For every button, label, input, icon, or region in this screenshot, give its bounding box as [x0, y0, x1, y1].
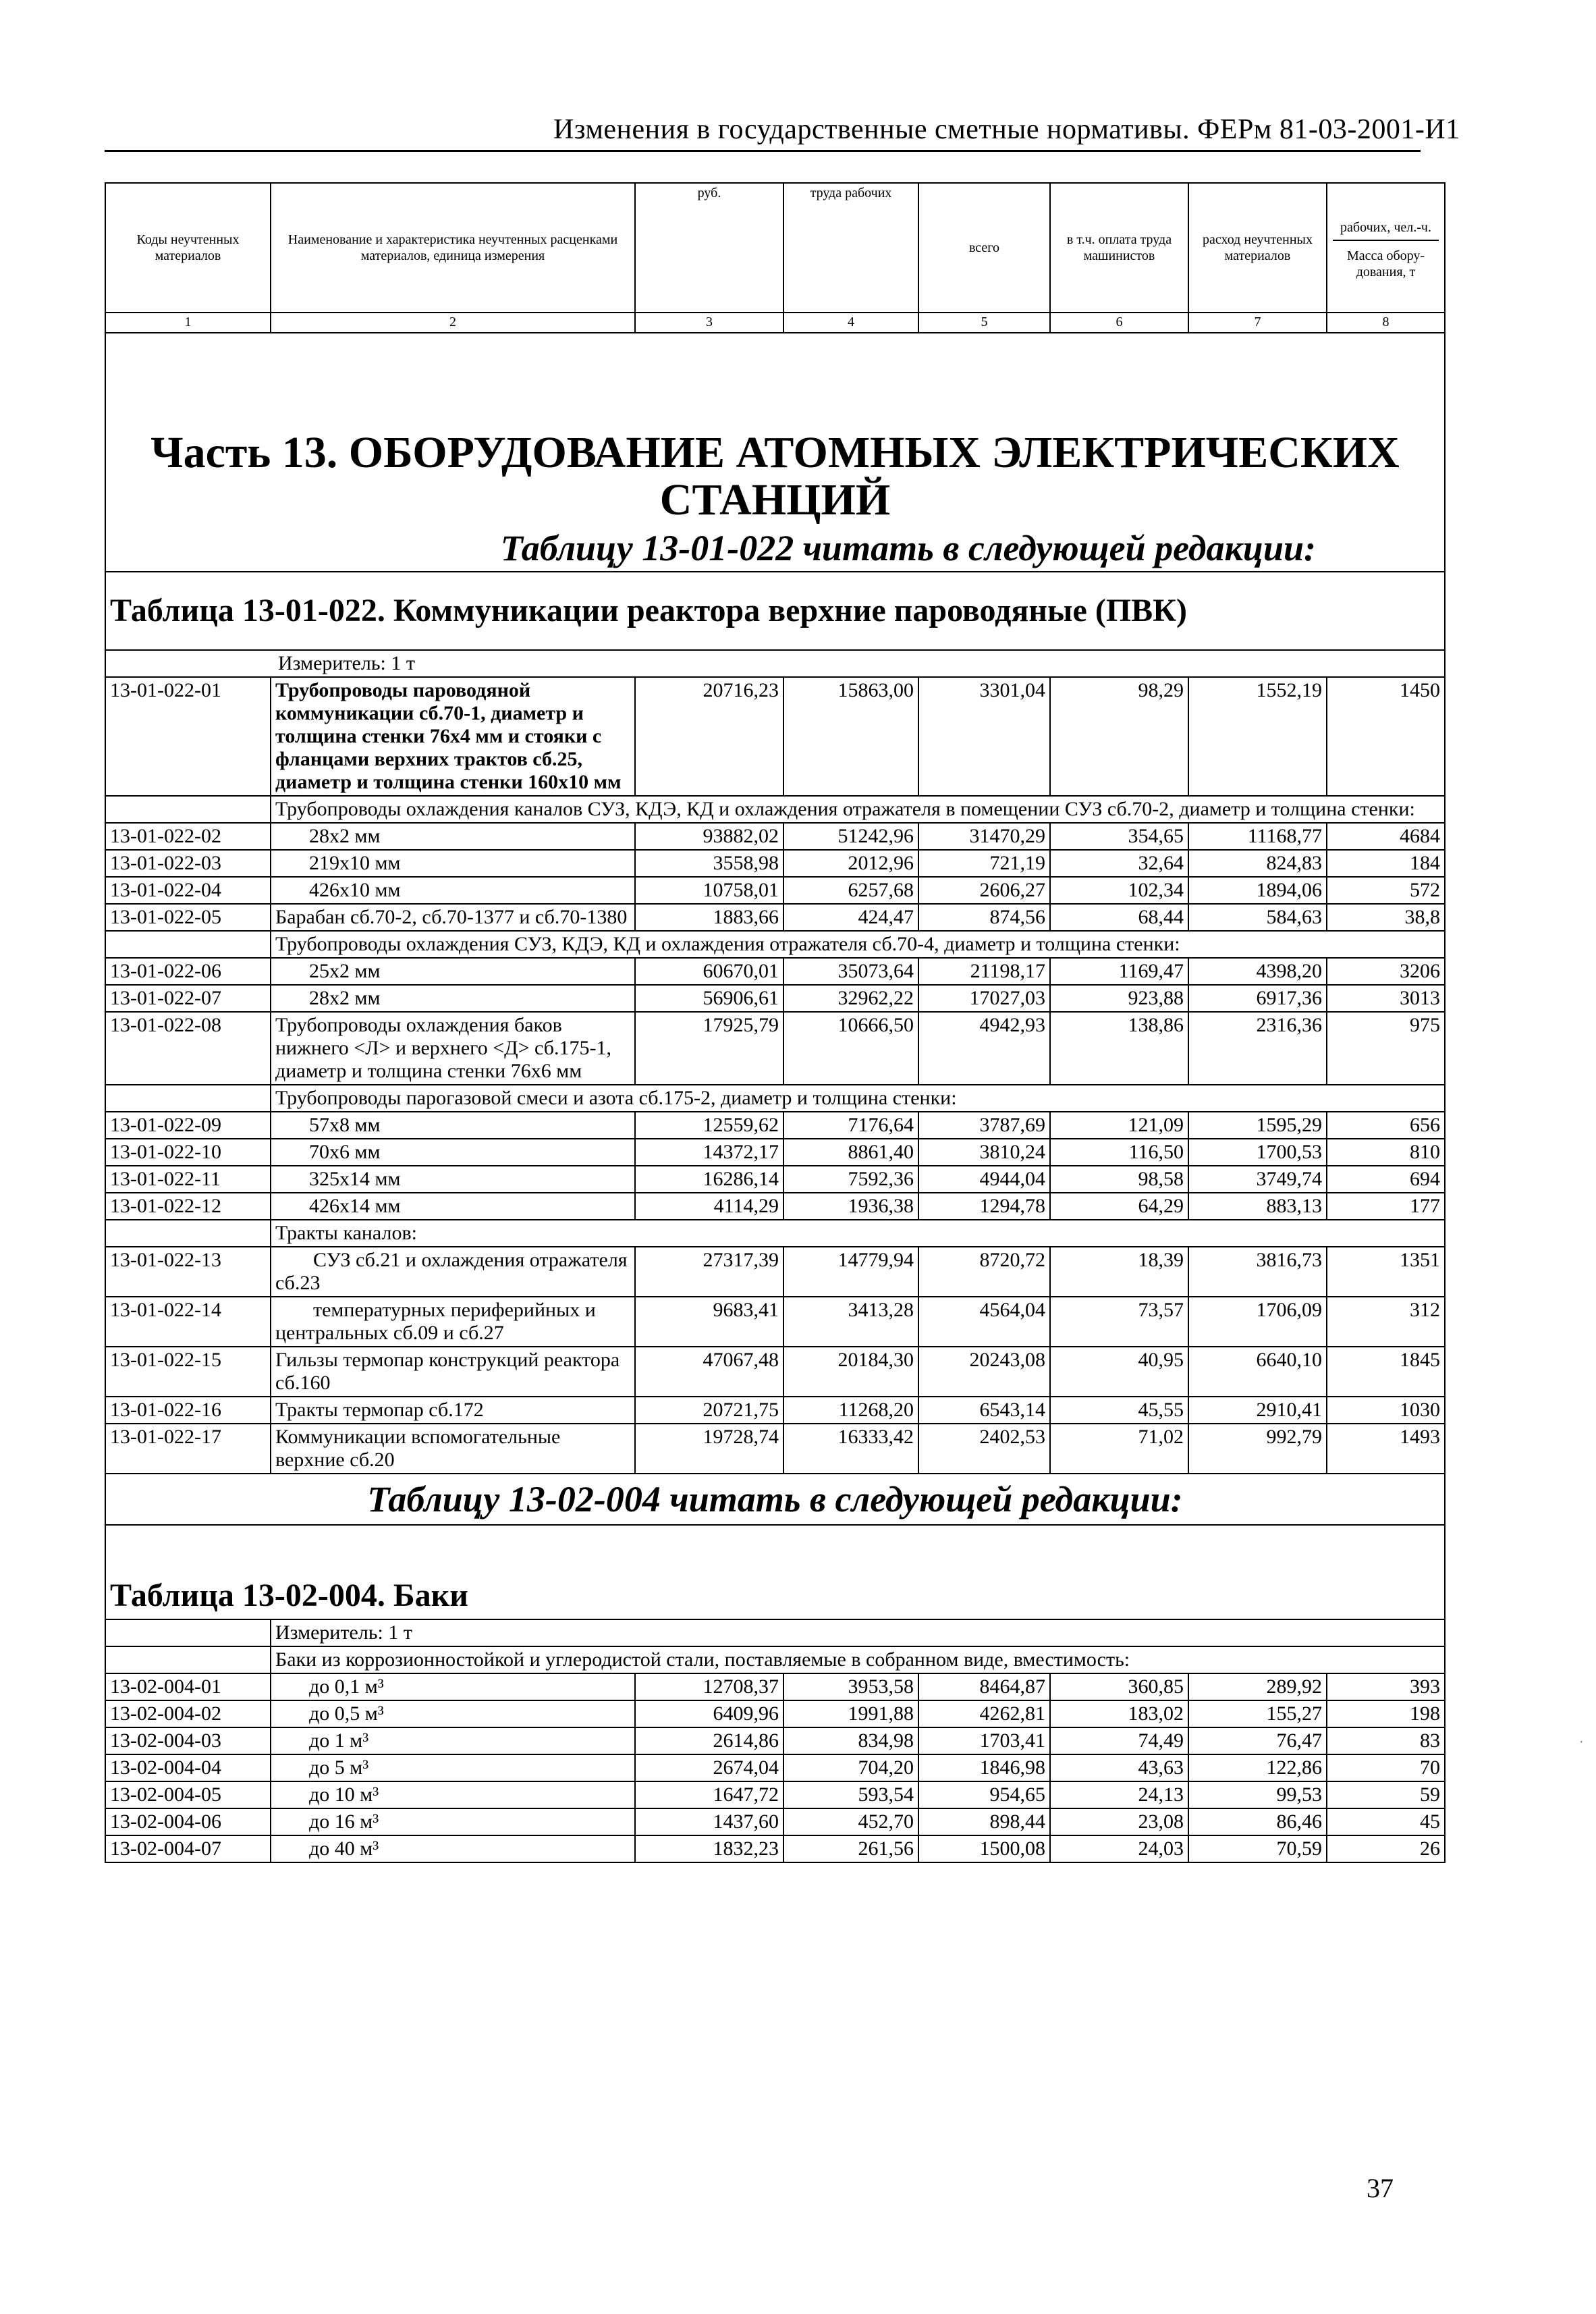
cell-labor: 834,98 — [783, 1727, 918, 1754]
group-heading: Трубопроводы парогазовой смеси и азота сб.175-2, диаметр и толщина стенки: — [271, 1085, 1445, 1112]
cell-machinists: 98,29 — [1050, 677, 1188, 796]
cell-machines-total: 6543,14 — [918, 1397, 1050, 1424]
cell-machinists: 43,63 — [1050, 1754, 1188, 1781]
row-code: 13-01-022-09 — [105, 1112, 271, 1139]
cell-labor-hours: 1894,06 — [1188, 877, 1327, 904]
cell-machinists: 138,86 — [1050, 1012, 1188, 1085]
cell-mass: 26 — [1327, 1835, 1445, 1862]
row-code: 13-01-022-13 — [105, 1247, 271, 1297]
spacer — [105, 1619, 271, 1646]
cell-labor-hours: 155,27 — [1188, 1700, 1327, 1727]
cell-machines-total: 2606,27 — [918, 877, 1050, 904]
table-row — [105, 877, 1445, 904]
row-name: 70х6 мм — [271, 1139, 635, 1166]
cell-labor: 1991,88 — [783, 1700, 918, 1727]
cell-machinists: 73,57 — [1050, 1297, 1188, 1347]
cell-labor: 16333,42 — [783, 1424, 918, 1474]
group-row — [105, 796, 1445, 823]
cell-machinists: 923,88 — [1050, 985, 1188, 1012]
cell-mass: 393 — [1327, 1673, 1445, 1700]
cell-mass: 83 — [1327, 1727, 1445, 1754]
cell-price: 10758,01 — [635, 877, 783, 904]
cell-labor: 2012,96 — [783, 850, 918, 877]
cell-labor-hours: 86,46 — [1188, 1808, 1327, 1835]
cell-machines-total: 721,19 — [918, 850, 1050, 877]
column-number: 5 — [918, 313, 1050, 333]
cell-labor: 20184,30 — [783, 1347, 918, 1397]
header-labor: труда рабочих — [783, 183, 918, 313]
header-materials: расход неучтенных материалов — [1188, 183, 1327, 313]
cell-machines-total: 1294,78 — [918, 1193, 1050, 1220]
cell-labor-hours: 1706,09 — [1188, 1297, 1327, 1347]
cell-mass: 198 — [1327, 1700, 1445, 1727]
cell-machinists: 102,34 — [1050, 877, 1188, 904]
row-code: 13-01-022-17 — [105, 1424, 271, 1474]
column-number: 6 — [1050, 313, 1188, 333]
table-row — [105, 1808, 1445, 1835]
cell-mass: 45 — [1327, 1808, 1445, 1835]
cell-mass: 38,8 — [1327, 904, 1445, 931]
cell-machinists: 71,02 — [1050, 1424, 1188, 1474]
cell-labor-hours: 6640,10 — [1188, 1347, 1327, 1397]
table-title-row — [105, 1525, 1445, 1619]
header-rub: руб. — [635, 183, 783, 313]
spacer — [105, 1085, 271, 1112]
table-row — [105, 1193, 1445, 1220]
cell-price: 3558,98 — [635, 850, 783, 877]
cell-labor: 1936,38 — [783, 1193, 918, 1220]
cell-price: 17925,79 — [635, 1012, 783, 1085]
cell-mass: 1351 — [1327, 1247, 1445, 1297]
cell-machinists: 98,58 — [1050, 1166, 1188, 1193]
cell-labor-hours: 289,92 — [1188, 1673, 1327, 1700]
row-name: до 5 м³ — [271, 1754, 635, 1781]
cell-mass: 1493 — [1327, 1424, 1445, 1474]
row-name: 28х2 мм — [271, 985, 635, 1012]
cell-machines-total: 1703,41 — [918, 1727, 1050, 1754]
cell-labor-hours: 1595,29 — [1188, 1112, 1327, 1139]
cell-labor: 704,20 — [783, 1754, 918, 1781]
row-code: 13-01-022-04 — [105, 877, 271, 904]
column-number: 7 — [1188, 313, 1327, 333]
table-row — [105, 1297, 1445, 1347]
running-header: Изменения в государственные сметные нормативы. ФЕРм 81-03-2001-И1 — [553, 114, 1460, 145]
cell-price: 4114,29 — [635, 1193, 783, 1220]
table-row — [105, 823, 1445, 850]
row-name: до 0,5 м³ — [271, 1700, 635, 1727]
cell-labor: 11268,20 — [783, 1397, 918, 1424]
cell-labor: 14779,94 — [783, 1247, 918, 1297]
cell-labor-hours: 1552,19 — [1188, 677, 1327, 796]
margin-mark: · — [1579, 1735, 1584, 1750]
table-row — [105, 1700, 1445, 1727]
table-title-13-01-022: Таблица 13-01-022. Коммуникации реактора верхние пароводяные (ПВК) — [105, 572, 1445, 650]
cell-machines-total: 2402,53 — [918, 1424, 1050, 1474]
cell-mass: 1845 — [1327, 1347, 1445, 1397]
row-name: до 40 м³ — [271, 1835, 635, 1862]
header-workers: рабочих, чел.-ч. — [1333, 219, 1439, 241]
norms-table — [105, 182, 1446, 1863]
group-row — [105, 1085, 1445, 1112]
column-number-row — [105, 313, 1445, 333]
cell-machinists: 18,39 — [1050, 1247, 1188, 1297]
header-name: Наименование и характеристика неучтенных расценками материалов, единица измерения — [271, 183, 635, 313]
row-name: Трубопроводы охлаждения баков нижнего <Л> и верхнего <Д> сб.175-1, диаметр и толщина стенки 76х6 мм — [271, 1012, 635, 1085]
cell-labor: 424,47 — [783, 904, 918, 931]
header-mass — [1327, 183, 1445, 313]
cell-price: 1647,72 — [635, 1781, 783, 1808]
table-row — [105, 1139, 1445, 1166]
cell-machines-total: 954,65 — [918, 1781, 1050, 1808]
cell-price: 60670,01 — [635, 958, 783, 985]
row-code: 13-01-022-10 — [105, 1139, 271, 1166]
cell-price: 12559,62 — [635, 1112, 783, 1139]
table-row — [105, 1835, 1445, 1862]
cell-machines-total: 4564,04 — [918, 1297, 1050, 1347]
cell-machines-total: 3787,69 — [918, 1112, 1050, 1139]
cell-machines-total: 874,56 — [918, 904, 1050, 931]
row-name: 25х2 мм — [271, 958, 635, 985]
row-name: СУЗ сб.21 и охлаждения отражателя сб.23 — [271, 1247, 635, 1297]
row-name: до 0,1 м³ — [271, 1673, 635, 1700]
cell-labor-hours: 3816,73 — [1188, 1247, 1327, 1297]
cell-price: 93882,02 — [635, 823, 783, 850]
cell-machines-total: 17027,03 — [918, 985, 1050, 1012]
row-code: 13-01-022-08 — [105, 1012, 271, 1085]
cell-machines-total: 3810,24 — [918, 1139, 1050, 1166]
row-name: 426х10 мм — [271, 877, 635, 904]
cell-price: 47067,48 — [635, 1347, 783, 1397]
cell-labor-hours: 883,13 — [1188, 1193, 1327, 1220]
cell-labor: 3413,28 — [783, 1297, 918, 1347]
notice-13-01-022: Таблицу 13-01-022 читать в следующей редакции: — [105, 527, 1445, 572]
cell-mass: 572 — [1327, 877, 1445, 904]
row-code: 13-02-004-02 — [105, 1700, 271, 1727]
row-code: 13-02-004-07 — [105, 1835, 271, 1862]
cell-labor: 15863,00 — [783, 677, 918, 796]
notice-row — [105, 527, 1445, 572]
row-code: 13-01-022-11 — [105, 1166, 271, 1193]
cell-labor: 593,54 — [783, 1781, 918, 1808]
cell-labor: 3953,58 — [783, 1673, 918, 1700]
cell-price: 27317,39 — [635, 1247, 783, 1297]
spacer — [105, 1646, 271, 1673]
row-code: 13-01-022-05 — [105, 904, 271, 931]
cell-price: 1437,60 — [635, 1808, 783, 1835]
cell-labor: 35073,64 — [783, 958, 918, 985]
cell-labor-hours: 824,83 — [1188, 850, 1327, 877]
table-row — [105, 1112, 1445, 1139]
cell-mass: 312 — [1327, 1297, 1445, 1347]
cell-machinists: 354,65 — [1050, 823, 1188, 850]
cell-labor-hours: 76,47 — [1188, 1727, 1327, 1754]
notice-row — [105, 1474, 1445, 1525]
cell-price: 12708,37 — [635, 1673, 783, 1700]
cell-labor-hours: 584,63 — [1188, 904, 1327, 931]
group-row — [105, 1220, 1445, 1247]
page-number: 37 — [1367, 2173, 1394, 2203]
cell-machines-total: 4942,93 — [918, 1012, 1050, 1085]
cell-machines-total: 8720,72 — [918, 1247, 1050, 1297]
spacer — [105, 1220, 271, 1247]
cell-labor: 32962,22 — [783, 985, 918, 1012]
cell-labor-hours: 2910,41 — [1188, 1397, 1327, 1424]
cell-machines-total: 21198,17 — [918, 958, 1050, 985]
table-row — [105, 1781, 1445, 1808]
column-number: 4 — [783, 313, 918, 333]
cell-labor: 261,56 — [783, 1835, 918, 1862]
cell-machines-total: 20243,08 — [918, 1347, 1050, 1397]
cell-labor: 7176,64 — [783, 1112, 918, 1139]
table-row — [105, 677, 1445, 796]
document-frame — [105, 182, 1444, 1863]
row-name: Гильзы термопар конструкций реактора сб.160 — [271, 1347, 635, 1397]
cell-machinists: 1169,47 — [1050, 958, 1188, 985]
cell-machinists: 23,08 — [1050, 1808, 1188, 1835]
table-row — [105, 850, 1445, 877]
cell-machinists: 360,85 — [1050, 1673, 1188, 1700]
header-total: всего — [918, 183, 1050, 313]
row-name: Барабан сб.70-2, сб.70-1377 и сб.70-1380 — [271, 904, 635, 931]
cell-price: 14372,17 — [635, 1139, 783, 1166]
header-codes: Коды неучтенных материалов — [105, 183, 271, 313]
cell-labor-hours: 3749,74 — [1188, 1166, 1327, 1193]
header-rule — [105, 150, 1421, 152]
cell-machinists: 40,95 — [1050, 1347, 1188, 1397]
cell-machines-total: 8464,87 — [918, 1673, 1050, 1700]
cell-price: 2614,86 — [635, 1727, 783, 1754]
cell-machines-total: 898,44 — [918, 1808, 1050, 1835]
row-name: 325х14 мм — [271, 1166, 635, 1193]
cell-mass: 184 — [1327, 850, 1445, 877]
row-code: 13-02-004-06 — [105, 1808, 271, 1835]
cell-price: 6409,96 — [635, 1700, 783, 1727]
cell-mass: 810 — [1327, 1139, 1445, 1166]
row-code: 13-01-022-12 — [105, 1193, 271, 1220]
row-name: Трубопроводы пароводяной коммуникации сб.70-1, диаметр и толщина стенки 76х4 мм и стояки с фланцами верхних трактов сб.25, диаметр и толщина стенки 160х10 мм — [271, 677, 635, 796]
cell-labor-hours: 6917,36 — [1188, 985, 1327, 1012]
cell-price: 2674,04 — [635, 1754, 783, 1781]
row-name: до 10 м³ — [271, 1781, 635, 1808]
cell-mass: 656 — [1327, 1112, 1445, 1139]
cell-labor-hours: 1700,53 — [1188, 1139, 1327, 1166]
cell-mass: 694 — [1327, 1166, 1445, 1193]
cell-price: 1832,23 — [635, 1835, 783, 1862]
table-row — [105, 1673, 1445, 1700]
cell-mass: 3013 — [1327, 985, 1445, 1012]
table-row — [105, 1397, 1445, 1424]
cell-machinists: 68,44 — [1050, 904, 1188, 931]
table-title-row — [105, 572, 1445, 650]
row-name: 28х2 мм — [271, 823, 635, 850]
cell-labor-hours: 11168,77 — [1188, 823, 1327, 850]
header-machinists: в т.ч. оплата труда машинистов — [1050, 183, 1188, 313]
column-number: 1 — [105, 313, 271, 333]
cell-labor-hours: 122,86 — [1188, 1754, 1327, 1781]
table-row — [105, 1754, 1445, 1781]
row-name: 426х14 мм — [271, 1193, 635, 1220]
notice-13-02-004: Таблицу 13-02-004 читать в следующей редакции: — [105, 1474, 1445, 1525]
cell-machines-total: 4262,81 — [918, 1700, 1050, 1727]
cell-price: 56906,61 — [635, 985, 783, 1012]
cell-mass: 4684 — [1327, 823, 1445, 850]
cell-machines-total: 3301,04 — [918, 677, 1050, 796]
cell-labor-hours: 99,53 — [1188, 1781, 1327, 1808]
row-code: 13-02-004-03 — [105, 1727, 271, 1754]
row-code: 13-02-004-04 — [105, 1754, 271, 1781]
cell-labor: 6257,68 — [783, 877, 918, 904]
cell-mass: 59 — [1327, 1781, 1445, 1808]
table-row — [105, 904, 1445, 931]
cell-labor-hours: 2316,36 — [1188, 1012, 1327, 1085]
row-code: 13-01-022-07 — [105, 985, 271, 1012]
row-name: Тракты термопар сб.172 — [271, 1397, 635, 1424]
cell-machines-total: 31470,29 — [918, 823, 1050, 850]
cell-price: 20716,23 — [635, 677, 783, 796]
table-row — [105, 958, 1445, 985]
cell-mass: 3206 — [1327, 958, 1445, 985]
cell-price: 16286,14 — [635, 1166, 783, 1193]
table-row — [105, 985, 1445, 1012]
group-row — [105, 931, 1445, 958]
row-name: до 1 м³ — [271, 1727, 635, 1754]
table-header-row — [105, 183, 1445, 313]
row-name: до 16 м³ — [271, 1808, 635, 1835]
meter-row — [105, 650, 1445, 677]
cell-price: 1883,66 — [635, 904, 783, 931]
cell-mass: 1030 — [1327, 1397, 1445, 1424]
cell-mass: 1450 — [1327, 677, 1445, 796]
table-title-13-02-004: Таблица 13-02-004. Баки — [105, 1525, 1445, 1619]
table-row — [105, 1166, 1445, 1193]
cell-labor: 10666,50 — [783, 1012, 918, 1085]
cell-machinists: 45,55 — [1050, 1397, 1188, 1424]
cell-mass: 975 — [1327, 1012, 1445, 1085]
meter-row — [105, 1619, 1445, 1646]
row-code: 13-01-022-14 — [105, 1297, 271, 1347]
row-name: 219х10 мм — [271, 850, 635, 877]
cell-machinists: 32,64 — [1050, 850, 1188, 877]
cell-machinists: 64,29 — [1050, 1193, 1188, 1220]
row-code: 13-01-022-15 — [105, 1347, 271, 1397]
row-code: 13-01-022-02 — [105, 823, 271, 850]
cell-labor: 51242,96 — [783, 823, 918, 850]
row-code: 13-01-022-03 — [105, 850, 271, 877]
cell-labor-hours: 70,59 — [1188, 1835, 1327, 1862]
cell-labor-hours: 992,79 — [1188, 1424, 1327, 1474]
column-number: 2 — [271, 313, 635, 333]
cell-machines-total: 1500,08 — [918, 1835, 1050, 1862]
row-name: 57х8 мм — [271, 1112, 635, 1139]
part-title: Часть 13. ОБОРУДОВАНИЕ АТОМНЫХ ЭЛЕКТРИЧЕСКИХ СТАНЦИЙ — [105, 333, 1445, 527]
spacer — [105, 931, 271, 958]
cell-price: 20721,75 — [635, 1397, 783, 1424]
group-heading: Баки из коррозионностойкой и углеродистой стали, поставляемые в собранном виде, вместимость: — [271, 1646, 1445, 1673]
row-code: 13-01-022-01 — [105, 677, 271, 796]
cell-mass: 70 — [1327, 1754, 1445, 1781]
cell-machinists: 183,02 — [1050, 1700, 1188, 1727]
meter: Измеритель: 1 т — [271, 1619, 1445, 1646]
cell-machines-total: 4944,04 — [918, 1166, 1050, 1193]
column-number: 8 — [1327, 313, 1445, 333]
cell-machinists: 24,03 — [1050, 1835, 1188, 1862]
group-heading: Тракты каналов: — [271, 1220, 1445, 1247]
cell-machinists: 74,49 — [1050, 1727, 1188, 1754]
row-code: 13-02-004-05 — [105, 1781, 271, 1808]
cell-mass: 177 — [1327, 1193, 1445, 1220]
row-name: Коммуникации вспомогательные верхние сб.20 — [271, 1424, 635, 1474]
cell-labor: 452,70 — [783, 1808, 918, 1835]
cell-labor: 7592,36 — [783, 1166, 918, 1193]
row-code: 13-01-022-06 — [105, 958, 271, 985]
cell-machinists: 24,13 — [1050, 1781, 1188, 1808]
group-row — [105, 1646, 1445, 1673]
row-code: 13-02-004-01 — [105, 1673, 271, 1700]
table-row — [105, 1727, 1445, 1754]
row-name: температурных периферийных и центральных сб.09 и сб.27 — [271, 1297, 635, 1347]
row-code: 13-01-022-16 — [105, 1397, 271, 1424]
column-number: 3 — [635, 313, 783, 333]
header-equipment-mass: Масса обору-дования, т — [1346, 248, 1425, 279]
cell-machinists: 121,09 — [1050, 1112, 1188, 1139]
cell-price: 19728,74 — [635, 1424, 783, 1474]
spacer — [105, 796, 271, 823]
cell-machinists: 116,50 — [1050, 1139, 1188, 1166]
cell-price: 9683,41 — [635, 1297, 783, 1347]
table-row — [105, 1247, 1445, 1297]
group-heading: Трубопроводы охлаждения СУЗ, КДЭ, КД и охлаждения отражателя сб.70-4, диаметр и толщина стенки: — [271, 931, 1445, 958]
group-heading: Трубопроводы охлаждения каналов СУЗ, КДЭ, КД и охлаждения отражателя в помещении СУЗ сб.70-2, диаметр и толщина стенки: — [271, 796, 1445, 823]
table-row — [105, 1012, 1445, 1085]
table-row — [105, 1347, 1445, 1397]
cell-labor-hours: 4398,20 — [1188, 958, 1327, 985]
meter: Измеритель: 1 т — [105, 650, 1445, 677]
cell-labor: 8861,40 — [783, 1139, 918, 1166]
cell-machines-total: 1846,98 — [918, 1754, 1050, 1781]
table-row — [105, 1424, 1445, 1474]
part-title-row — [105, 333, 1445, 527]
